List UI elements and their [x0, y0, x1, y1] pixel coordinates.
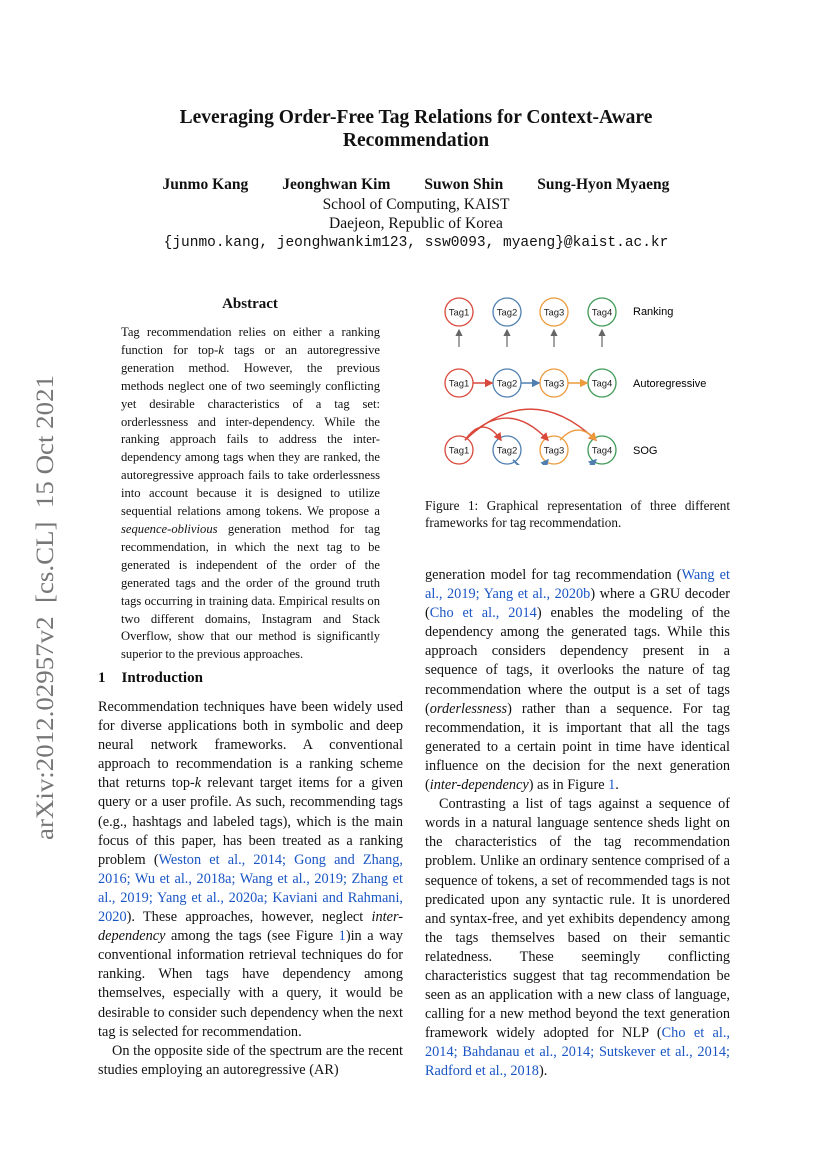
figure-caption: Figure 1: Graphical representation of three different frameworks for tag recommendation. [425, 498, 730, 530]
paper-title: Leveraging Order-Free Tag Relations for Context-Aware Recommendation [179, 107, 653, 151]
figure-ref-link[interactable]: 1 [338, 928, 346, 945]
tag-node-label: Tag4 [591, 378, 613, 390]
abstract-heading: Abstract [222, 296, 278, 312]
tag-node-label: Tag3 [543, 378, 565, 390]
row-label-ranking: Ranking [633, 306, 674, 318]
affiliation-line: School of Computing, KAIST [322, 196, 510, 213]
intro-left-column [98, 698, 403, 1080]
tag-node-label: Tag1 [448, 307, 470, 319]
affiliation-line: Daejeon, Republic of Korea [329, 215, 503, 232]
tag-node-label: Tag2 [496, 307, 518, 319]
row-label-autoregressive: Autoregressive [633, 378, 707, 390]
citation-link[interactable]: Wang et al., 2019; Yang et al., 2020b [425, 567, 730, 603]
tag-node-label: Tag4 [591, 307, 613, 319]
intro-right-column [425, 566, 730, 1082]
tag-node-label: Tag2 [496, 378, 518, 390]
section-heading: 1 Introduction [98, 670, 203, 686]
figure-1 [425, 290, 730, 465]
author-name: Suwon Shin [424, 176, 504, 193]
tag-node-label: Tag3 [543, 445, 565, 457]
arxiv-stamp [23, 370, 63, 845]
tag-node-label: Tag2 [496, 445, 518, 457]
paragraph: generation model for tag recommendation (Wang et al., 2019; Yang et al., 2020b) where a GRU decoder (Cho et al., 2014) enables the modeling of the dependency among the generated tags. While this approach considers dependency present in a sequence of tags, it overlooks the nature of tag recommendation where the output is a set of tags (orderlessness) rather than a sequence. For tag recommendation, it is important that all the tags generated to a certain point in time have identical influence on the decision for the next generation (inter-dependency) as in Figure 1. [425, 567, 730, 794]
sog-arrow [465, 409, 596, 440]
author-emails: {junmo.kang, jeonghwankim123, ssw0093, myaeng}@kaist.ac.kr [163, 235, 669, 251]
paragraph: Contrasting a list of tags against a sequence of words in a natural language sentence sheds light on the characteristics of the tag recommendation problem. Unlike an ordinary sentence comprised of a sequence of tokens, a set of recommended tags is not predicated upon any syntactic rule. It is unordered and syntax-free, and yet exhibits dependency among the tags themselves based on their semantic relatedness. These seemingly conflicting characteristics suggest that tag recommendation be seen as an application with a new class of language, calling for a new method beyond the text generation framework widely adopted for NLP (Cho et al., 2014; Bahdanau et al., 2014; Sutskever et al., 2014; Radford et al., 2018). [425, 796, 730, 1080]
sog-arrow [465, 427, 501, 440]
citation-link[interactable]: Cho et al., 2014 [429, 605, 537, 622]
citation-link[interactable]: Cho et al., 2014; Bahdanau et al., 2014; Sutskever et al., 2014; Radford et al., 2018 [425, 1025, 730, 1080]
author-list [120, 176, 712, 194]
tag-node-label: Tag4 [591, 445, 613, 457]
abstract-text: Tag recommendation relies on either a ranking function for top-k tags or an autoregressive generation method. However, the previous methods neglect one of two seemingly conflicting yet desirable characteristics of a tag set: orderlessness and inter-dependency. While the ranking approach fails to address the inter-dependency among tags when they are ranked, the autoregressive approach fails to take orderlessness into account because it is designed to utilize sequential relations among tokens. We propose a sequence-oblivious generation method for tag recommendation, in which the next tag to be generated is independent of the order of the generated tags and the order of the ground truth tags occurring in training data. Empirical results on two different domains, Instagram and Stack Overflow, show that our method is significantly superior to the previous approaches. [121, 325, 380, 662]
author-name: Jeonghwan Kim [282, 176, 391, 193]
figure-ref-link[interactable]: 1 [608, 777, 616, 794]
tag-node-label: Tag1 [448, 445, 470, 457]
paragraph: On the opposite side of the spectrum are the recent studies employing an autoregressive (AR) [98, 1042, 403, 1078]
tag-node-label: Tag3 [543, 307, 565, 319]
sog-arrow [560, 430, 596, 440]
arxiv-stamp-text: arXiv:2012.02957v2 [cs.CL] 15 Oct 2021 [32, 408, 59, 840]
tag-node-label: Tag1 [448, 378, 470, 390]
author-name: Junmo Kang [162, 176, 249, 193]
citation-link[interactable]: Weston et al., 2014; Gong and Zhang, 2016; Wu et al., 2018a; Wang et al., 2019; Zhang et al., 2019; Yang et al., 2020a; Kaviani and Rahmani, 2020 [98, 851, 403, 926]
paragraph: Recommendation techniques have been widely used for diverse applications both in symbolic and deep neural network frameworks. A conventional approach to recommendation is a ranking scheme that returns top-k relevant target items for a given query or a user profile. As such, recommending tags (e.g., hashtags and labeled tags), which is the main focus of this paper, has been treated as a ranking problem (Weston et al., 2014; Gong and Zhang, 2016; Wu et al., 2018a; Wang et al., 2019; Zhang et al., 2019; Yang et al., 2020a; Kaviani and Rahmani, 2020). These approaches, however, neglect inter-dependency among the tags (see Figure 1)in a way conventional information retrieval techniques do for ranking. When tags have dependency among themselves, especially with a query, it would be desirable to consider such dependency when the next tag is selected for recommendation. [98, 699, 403, 1040]
author-name: Sung-Hyon Myaeng [537, 176, 670, 193]
row-label-sog: SOG [633, 445, 658, 457]
